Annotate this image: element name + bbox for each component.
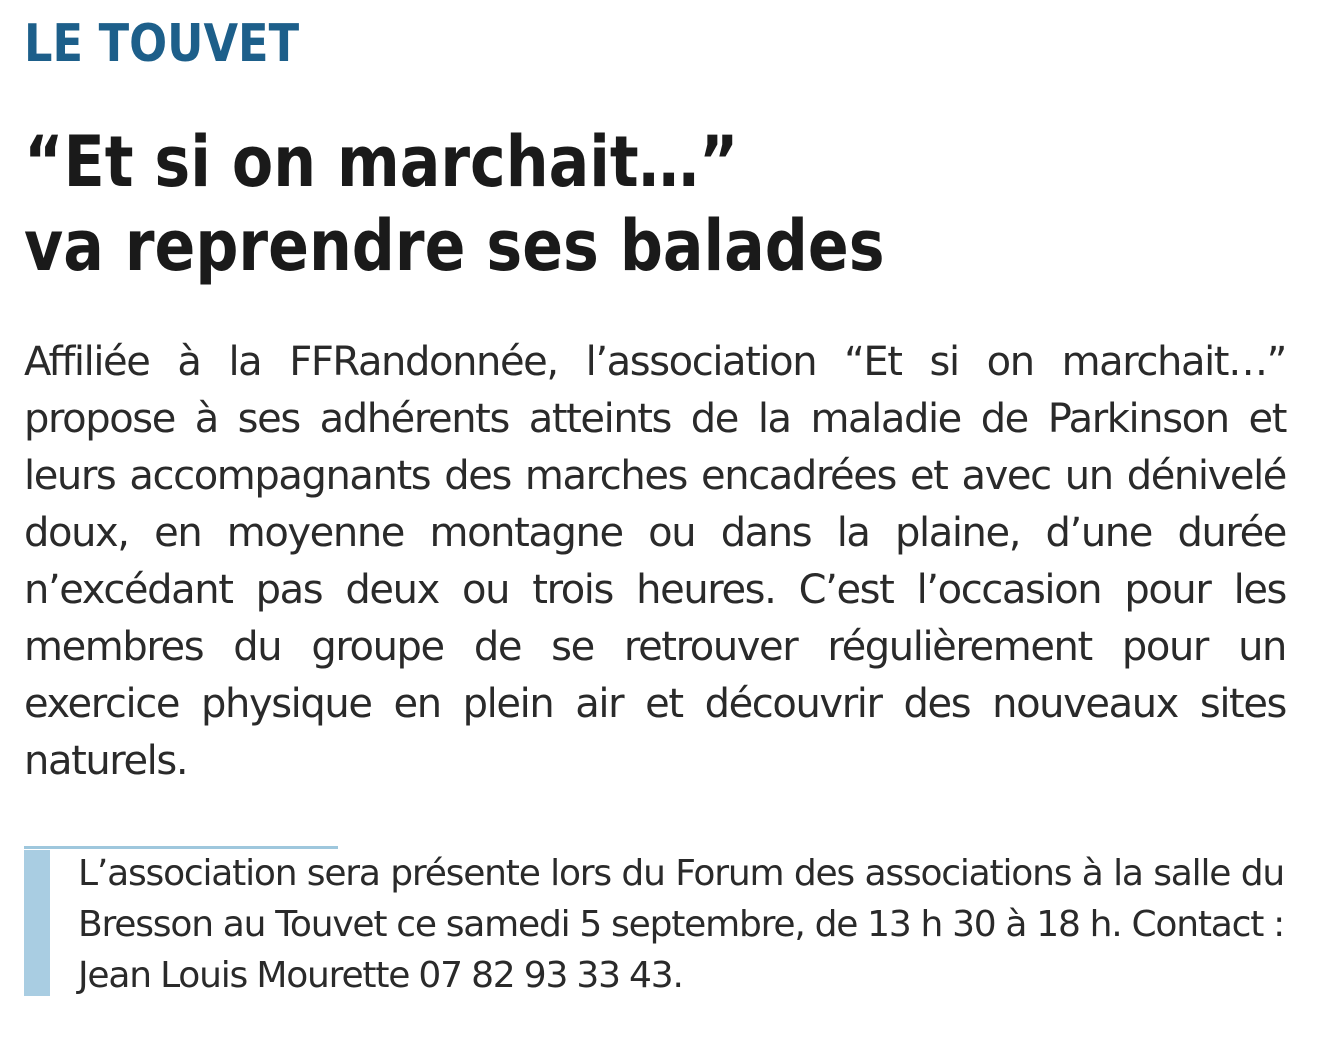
article-body: Affiliée à la FFRandonnée, l’association “Et si on marchait…” propose à ses adhérents atteints de la maladie de Parkinson et leurs accompagnants des marches encadrées et avec un dénivelé doux, en moyenne montagne ou dans la plaine, d’une durée n’excédant pas deux ou trois heures. C’est l’occasion pour les membres du groupe de se retrouver régulièrement pour un exercice physique en plein air et découvrir des nouveaux sites naturels. [24,339,1286,784]
section-rubric: LE TOUVET [24,14,300,74]
info-box-side-bar [24,850,50,996]
info-box-text: L’association sera présente lors du Forum des associations à la salle du Bresson au Touvet ce samedi 5 septembre, de 13 h 30 à 18 h. Contact : Jean Louis Mourette 07 82 93 33 43. [78,853,1284,996]
headline [24,120,1108,288]
headline-line-1: “Et si on marchait…” [24,121,739,203]
headline-line-2: va reprendre ses balades [24,205,885,287]
info-box [24,846,1284,998]
article [24,0,1284,790]
